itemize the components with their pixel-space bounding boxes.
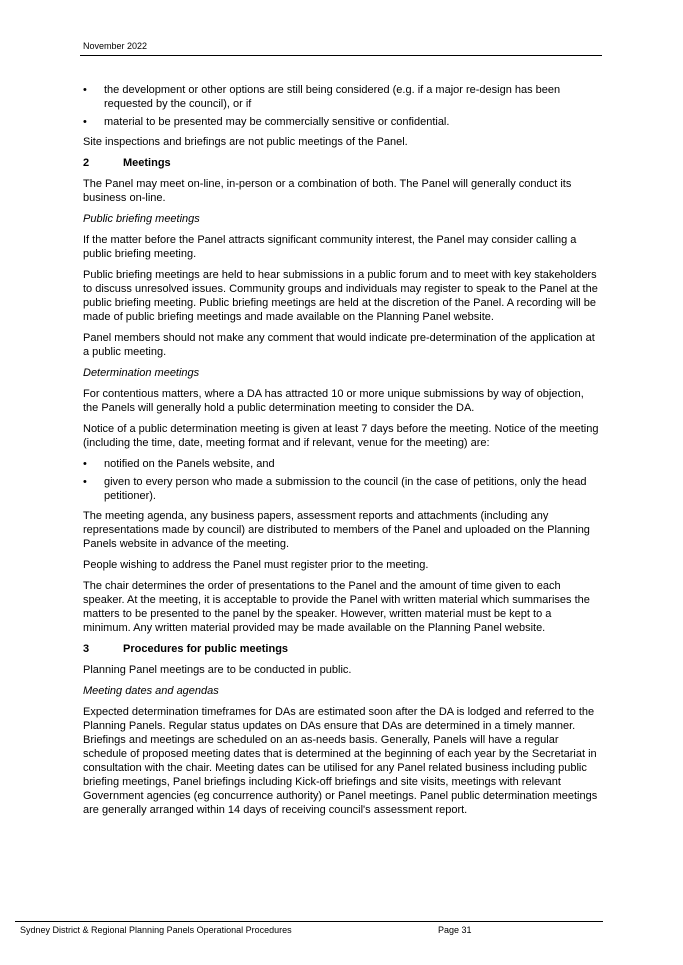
- paragraph: People wishing to address the Panel must register prior to the meeting.: [83, 559, 429, 571]
- paragraph: The meeting agenda, any business papers, assessment reports and attachments (including any representations made by council) are distributed to members of the Panel and uploaded on the Planning Panels website in advance of the meeting.: [83, 510, 590, 550]
- section-title: Meetings: [123, 157, 171, 169]
- paragraph: Public briefing meetings are held to hear submissions in a public forum and to meet with key stakeholders to discuss unresolved issues. Community groups and individuals may register to speak to the Panel at the public briefing meeting. Public briefing meetings are held at the discretion of the Panel. A recording will be made of public briefing meetings and made available on the Planning Panel website.: [83, 269, 598, 323]
- footer-divider: [15, 921, 603, 922]
- header-date: November 2022: [83, 41, 148, 51]
- section-title: Procedures for public meetings: [123, 643, 289, 655]
- paragraph: The Panel may meet on-line, in-person or a combination of both. The Panel will generally conduct its business on-line.: [83, 178, 572, 204]
- footer-document-title: Sydney District & Regional Planning Panels Operational Procedures: [20, 925, 292, 935]
- list-item: • notified on the Panels website, and: [83, 457, 602, 471]
- paragraph: Panel members should not make any comment that would indicate pre-determination of the application at a public meeting.: [83, 332, 595, 358]
- section-number: 3: [83, 643, 90, 655]
- subheading-determination: Determination meetings: [83, 367, 200, 379]
- paragraph: Notice of a public determination meeting is given at least 7 days before the meeting. Notice of the meeting (including the time, date, meeting format and if relevant, venue for the meeting) are:: [83, 423, 599, 449]
- paragraph: If the matter before the Panel attracts significant community interest, the Panel may consider calling a public briefing meeting.: [83, 234, 577, 260]
- intro-bullet-list: [83, 83, 602, 129]
- list-item: • given to every person who made a submission to the council (in the case of petitions, only the head petitioner).: [83, 475, 602, 503]
- subheading-public-briefing: Public briefing meetings: [83, 213, 200, 225]
- section-heading-procedures: [83, 642, 602, 656]
- section-heading-meetings: [83, 156, 602, 170]
- page-body: [83, 83, 602, 824]
- page-number: Page 31: [438, 925, 472, 935]
- list-item: • the development or other options are still being considered (e.g. if a major re-design has been requested by the council), or if: [83, 83, 602, 111]
- section-number: 2: [83, 157, 90, 169]
- paragraph: For contentious matters, where a DA has attracted 10 or more unique submissions by way of objection, the Panels will generally hold a public determination meeting to consider the DA.: [83, 388, 584, 414]
- paragraph: Planning Panel meetings are to be conducted in public.: [83, 664, 352, 676]
- header-divider: [80, 55, 602, 56]
- paragraph: The chair determines the order of presentations to the Panel and the amount of time given to each speaker. At the meeting, it is acceptable to provide the Panel with written material which summarises the matters to be presented to the panel by the speaker. However, written material must be kept to a minimum. Any written material provided may be made available on the Planning Panel website.: [83, 580, 590, 634]
- list-item: • material to be presented may be commercially sensitive or confidential.: [83, 115, 602, 129]
- notice-bullet-list: [83, 457, 602, 503]
- subheading-meeting-dates: Meeting dates and agendas: [83, 685, 219, 697]
- paragraph: Expected determination timeframes for DAs are estimated soon after the DA is lodged and referred to the Planning Panels. Regular status updates on DAs ensure that DAs are determined in a timely manner. Briefings and meetings are scheduled on an as-needs basis. Generally, Panels will have a regular schedule of proposed meeting dates that is determined at the beginning of each year by the Secretariat in consultation with the chair. Meeting dates can be utilised for any Panel related business including public briefing meetings, Panel briefings including Kick-off briefings and site visits, meetings with relevant Government agencies (eg concurrence authority) or Panel meetings. Panel public determination meetings are generally arranged within 14 days of receiving council's assessment report.: [83, 706, 598, 816]
- paragraph: Site inspections and briefings are not public meetings of the Panel.: [83, 136, 408, 148]
